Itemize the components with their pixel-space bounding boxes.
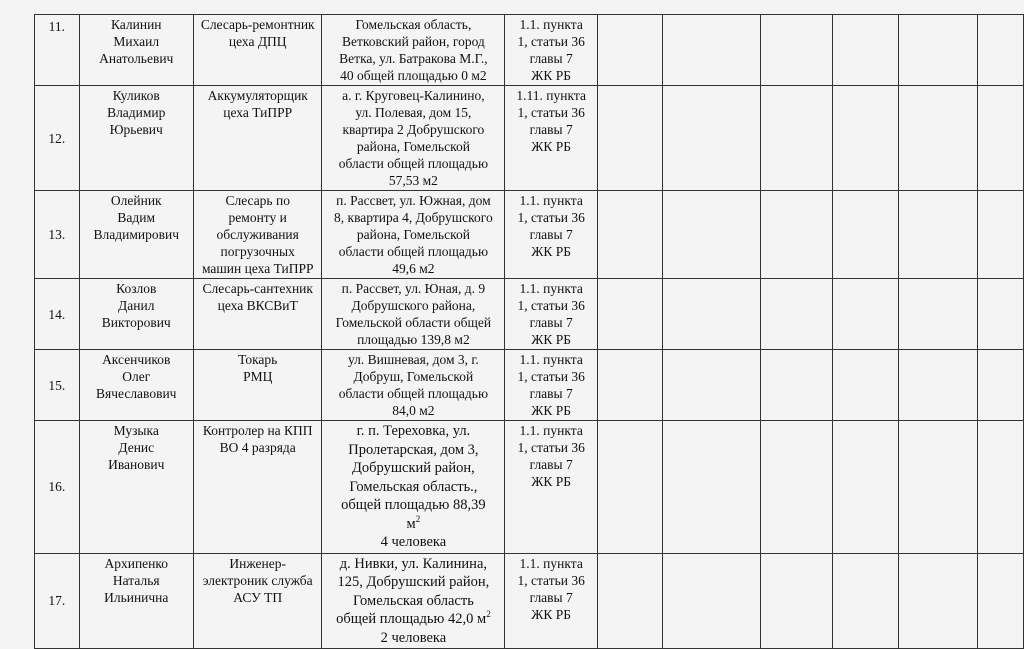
address-line: ул. Полевая, дом 15, [355,105,472,120]
surname: Архипенко [104,555,169,571]
basis-line: 1.1. пункта [519,352,583,367]
empty-cell [898,191,977,279]
surname: Куликов [112,88,160,103]
empty-cell [832,191,898,279]
row-number: 16. [48,479,66,495]
address-line: области общей площадью [338,386,489,401]
address-line: 84,0 м2 [392,403,435,418]
name-cell [79,191,193,279]
patronymic: Анатольевич [99,51,174,66]
basis-line: главы 7 [529,589,573,605]
empty-cell [977,15,1023,86]
address-line: области общей площадью [338,244,489,259]
address-line: района, Гомельской [356,227,470,242]
empty-cell [832,421,898,554]
position-line: цеха ВКСВиТ [217,298,298,313]
table-row [35,15,1024,86]
address-cell [322,421,505,554]
address-line: 125, Добрушский район, [337,574,490,590]
position-line: Аккумуляторщик [207,88,308,103]
empty-cell [898,279,977,350]
empty-cell [977,191,1023,279]
name-cell [79,86,193,191]
basis-line: ЖК РБ [531,403,572,418]
patronymic: Иванович [108,457,165,472]
empty-cell [598,15,663,86]
table-row [35,421,1024,554]
basis-line: ЖК РБ [531,332,572,347]
row-number: 14. [48,306,66,322]
position-line: Контролер на КПП [202,423,313,438]
basis-line: главы 7 [529,386,573,401]
address-line: площадью 139,8 м2 [357,332,470,347]
name-cell [79,15,193,86]
first-name: Олег [122,369,151,384]
position-line: электроник служба [202,572,313,588]
row-number: 15. [48,377,66,393]
basis-line: 1, статьи 36 [517,572,585,588]
basis-line: главы 7 [529,315,573,330]
empty-cell [662,350,760,421]
address-line: а. г. Круговец-Калинино, [342,88,485,103]
position-line: АСУ ТП [233,589,283,605]
empty-cell [832,553,898,649]
address-cell [322,350,505,421]
address-line: 8, квартира 4, Добрушского [334,210,493,225]
basis-line: 1, статьи 36 [517,105,585,120]
basis-line: 1.1. пункта [519,281,583,296]
first-name: Наталья [112,572,160,588]
address-line: 40 общей площадью 0 м2 [340,68,487,83]
basis-line: 1.1. пункта [519,555,583,571]
position-line: погрузочных [220,244,295,259]
name-cell [79,279,193,350]
empty-cell [598,350,663,421]
empty-cell [760,191,832,279]
empty-cell [760,279,832,350]
basis-line: ЖК РБ [531,139,572,154]
basis-line: ЖК РБ [531,244,572,259]
basis-cell [505,350,598,421]
surname: Калинин [110,17,162,32]
patronymic: Ильинична [104,589,169,605]
name-cell [79,553,193,649]
position-line: Токарь [238,352,278,367]
address-line: Ветка, ул. Батракова М.Г., [339,51,488,66]
first-name: Владимир [107,105,166,120]
address-cell [322,15,505,86]
position-cell [193,15,322,86]
row-number: 12. [48,130,66,146]
surname: Олейник [110,193,162,208]
row-number-cell [35,279,80,350]
patronymic: Владимирович [93,227,179,242]
household-size: 4 человека [380,534,447,550]
basis-line: главы 7 [529,51,573,66]
address-cell [322,86,505,191]
basis-line: ЖК РБ [531,68,572,83]
address-line: Добрушского района, [351,298,476,313]
basis-cell [505,279,598,350]
position-line: ВО 4 разряда [219,440,296,455]
basis-line: 1.1. пункта [519,193,583,208]
address-line: Гомельская область, [355,17,472,32]
first-name: Данил [118,298,155,313]
basis-line: 1, статьи 36 [517,34,585,49]
basis-line: главы 7 [529,457,573,472]
empty-cell [898,421,977,554]
position-line: Слесарь по [225,193,290,208]
row-number: 13. [48,227,66,242]
basis-cell [505,86,598,191]
surname: Музыка [113,423,159,438]
row-number-cell [35,421,80,554]
address-line: общей площадью 42,0 м [336,611,487,627]
empty-cell [832,86,898,191]
address-line: Добруш, Гомельской [353,369,474,384]
empty-cell [662,553,760,649]
basis-line: 1.11. пункта [516,88,586,103]
row-number-cell [35,350,80,421]
address-line: п. Рассвет, ул. Юная, д. 9 [341,281,486,296]
table-row [35,86,1024,191]
address-line: Ветковский район, город [341,34,485,49]
empty-cell [598,553,663,649]
address-line: Гомельская область [352,592,474,609]
position-line: Слесарь-сантехник [202,281,313,296]
position-line: Инженер- [229,555,286,571]
basis-cell [505,553,598,649]
surname: Аксенчиков [102,352,171,367]
empty-cell [898,15,977,86]
table-row [35,279,1024,350]
empty-cell [760,553,832,649]
basis-line: ЖК РБ [531,606,572,622]
row-number-cell [35,191,80,279]
unit-superscript: 2 [415,513,421,524]
address-line: Гомельская область., [349,478,478,495]
address-line: 57,53 м2 [388,173,438,188]
position-cell [193,553,322,649]
address-line: г. п. Тереховка, ул. [356,423,471,439]
position-cell [193,350,322,421]
empty-cell [760,15,832,86]
basis-line: 1, статьи 36 [517,210,585,225]
empty-cell [977,279,1023,350]
name-cell [79,350,193,421]
empty-cell [832,350,898,421]
position-line: цеха ДПЦ [228,34,287,49]
empty-cell [898,86,977,191]
patronymic: Викторович [101,315,171,330]
empty-cell [598,279,663,350]
basis-line: 1.1. пункта [519,17,583,32]
address-line: квартира 2 Добрушского [342,122,485,137]
unit-superscript: 2 [486,609,491,620]
empty-cell [832,279,898,350]
empty-cell [598,421,663,554]
address-unit-line [325,515,501,534]
address-line: ул. Вишневая, дом 3, г. [347,352,479,367]
position-cell [193,191,322,279]
position-cell [193,279,322,350]
row-number-cell [35,553,80,649]
position-line: РМЦ [243,369,273,384]
address-line: района, Гомельской [356,139,470,154]
empty-cell [977,350,1023,421]
table-row [35,553,1024,649]
address-unit-line [325,610,501,629]
row-number-cell [35,86,80,191]
empty-cell [662,421,760,554]
table-row [35,350,1024,421]
basis-line: главы 7 [529,122,573,137]
unit: м [406,515,416,532]
address-line: 49,6 м2 [392,261,435,276]
empty-cell [898,350,977,421]
address-cell [322,553,505,649]
empty-cell [977,86,1023,191]
name-cell [79,421,193,554]
address-cell [322,191,505,279]
address-line: Добрушский район, [352,460,475,476]
first-name: Вадим [117,210,156,225]
position-cell [193,86,322,191]
patronymic: Юрьевич [109,122,163,137]
empty-cell [977,421,1023,554]
row-number: 11. [48,19,65,34]
first-name: Михаил [113,34,160,49]
address-line: общей площадью 88,39 [341,497,486,513]
position-line: машин цеха ТиПРР [201,261,314,276]
empty-cell [760,86,832,191]
empty-cell [662,279,760,350]
address-line: Пролетарская, дом 3, [348,441,479,458]
basis-line: 1.1. пункта [519,423,583,438]
basis-line: 1, статьи 36 [517,440,585,455]
empty-cell [662,191,760,279]
empty-cell [598,191,663,279]
table-row [35,191,1024,279]
address-line: п. Рассвет, ул. Южная, дом [336,193,491,208]
patronymic: Вячеславович [96,386,177,401]
empty-cell [832,15,898,86]
empty-cell [760,350,832,421]
row-number-cell [35,15,80,86]
basis-line: 1, статьи 36 [517,298,585,313]
empty-cell [662,86,760,191]
address-line: д. Нивки, ул. Калинина, [339,555,488,572]
first-name: Денис [118,440,155,455]
basis-line: главы 7 [529,227,573,242]
household-size: 2 человека [380,629,447,646]
basis-cell [505,191,598,279]
address-line: Гомельской области общей [335,315,492,330]
empty-cell [977,553,1023,649]
basis-cell [505,15,598,86]
address-cell [322,279,505,350]
row-number: 17. [48,593,66,609]
empty-cell [760,421,832,554]
basis-line: 1, статьи 36 [517,369,585,384]
housing-queue-table [34,14,1024,649]
empty-cell [598,86,663,191]
surname: Козлов [116,281,157,296]
position-line: обслуживания [216,227,299,242]
basis-cell [505,421,598,554]
basis-line: ЖК РБ [531,474,572,489]
position-cell [193,421,322,554]
empty-cell [662,15,760,86]
address-line: области общей площадью [338,156,489,171]
position-line: цеха ТиПРР [223,105,293,120]
empty-cell [898,553,977,649]
position-line: Слесарь-ремонтник [200,17,315,32]
position-line: ремонту и [228,210,287,225]
